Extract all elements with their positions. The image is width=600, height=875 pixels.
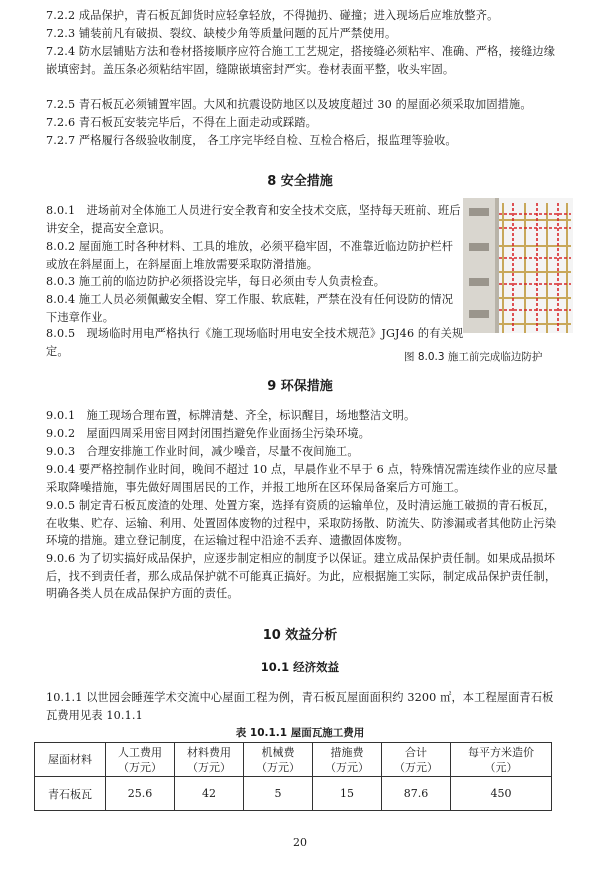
header-unit: （元） <box>484 760 518 774</box>
header-unit: （万元） <box>394 760 438 774</box>
header-line: 合计 <box>405 745 427 759</box>
header-line: 措施费 <box>330 745 364 759</box>
cell-materials-cost: 42 <box>175 777 244 811</box>
page-number: 20 <box>293 836 307 849</box>
clause-9-0-6: 9.0.6 为了切实搞好成品保护，应逐步制定相应的制度予以保证。建立成品保护责任制。如果成品损坏后，找不到责任者，那么成品保护就不可能真正搞好。为此，应根据施工实际，制定成品保护责任制，明确各类人员在成品保护方面的责任。 <box>46 552 557 600</box>
clause-7-2-4: 7.2.4 防水层铺贴方法和卷材搭接顺序应符合施工工艺规定，搭接缝必须粘牢、准确、严格，接缝边缘嵌填密封。盖压条必须粘结牢固，缝隙嵌填密封严实。卷材表面平整，收头牢固。 <box>46 45 556 76</box>
clause-7-2-3: 7.2.3 铺装前凡有破损、裂纹、缺棱少角等质量问题的瓦片严禁使用。 <box>46 27 397 40</box>
table-row <box>35 777 552 811</box>
header-machinery <box>244 743 313 777</box>
clause-9-0-1: 9.0.1 施工现场合理布置，标牌清楚、齐全，标识醒目，场地整洁文明。 <box>46 409 416 422</box>
header-measures <box>313 743 382 777</box>
clause-8-0-5: 8.0.5 现场临时用电严格执行《施工现场临时用电安全技术规范》JGJ46 的有关规定。 <box>46 327 464 358</box>
clause-8-0-1: 8.0.1 进场前对全体施工人员进行安全教育和安全技术交底，坚持每天班前、班后讲安全，提高安全意识。 <box>46 204 461 235</box>
clause-7-2-7: 7.2.7 严格履行各级验收制度， 各工序完毕经自检、互检合格后，报监理等验收。 <box>46 134 457 147</box>
header-line: 人工费用 <box>118 745 162 759</box>
cell-material: 青石板瓦 <box>35 777 106 811</box>
header-unit: （万元） <box>256 760 300 774</box>
header-line: 材料费用 <box>187 745 231 759</box>
clause-7-2-2: 7.2.2 成品保护，青石板瓦卸货时应轻拿轻放，不得抛扔、碰撞；进入现场后应堆放整齐。 <box>46 9 499 22</box>
section-10-title: 10 效益分析 <box>262 628 338 643</box>
clause-7-2-6: 7.2.6 青石板瓦安装完毕后，不得在上面走动或踩踏。 <box>46 116 318 129</box>
cost-table <box>34 742 552 811</box>
clause-9-0-2: 9.0.2 屋面四周采用密目网封闭围挡避免作业面扬尘污染环境。 <box>46 427 370 440</box>
header-unit-cost <box>451 743 552 777</box>
section-8-title: 8 安全措施 <box>267 174 333 189</box>
clause-9-0-3: 9.0.3 合理安排施工作业时间，减少噪音，尽量不夜间施工。 <box>46 445 359 458</box>
clause-7-2-5: 7.2.5 青石板瓦必须铺置牢固。大风和抗震设防地区以及坡度超过 30 的屋面必须采取加固措施。 <box>46 98 532 111</box>
header-line: 屋面材料 <box>48 753 92 766</box>
header-labor <box>106 743 175 777</box>
edge-protection-figure <box>463 198 573 333</box>
header-unit: （万元） <box>325 760 369 774</box>
figure-caption: 图 8.0.3 施工前完成临边防护 <box>404 351 543 363</box>
clause-9-0-5: 9.0.5 制定青石板瓦废渣的处理、处置方案，选择有资质的运输单位，及时清运施工破损的青石板瓦，在收集、贮存、运输、利用、处置固体废物的过程中，采取防扬散、防流失、防渗漏或者其他防止污染环境的措施。建立登记制度，在运输过程中沿途不丢弃、遗撒固体废物。 <box>46 499 557 547</box>
cell-unit-cost: 450 <box>451 777 552 811</box>
header-unit: （万元） <box>118 760 162 774</box>
table-caption: 表 10.1.1 屋面瓦施工费用 <box>235 727 365 739</box>
clause-8-0-3: 8.0.3 施工前的临边防护必须搭设完毕，每日必须由专人负责检查。 <box>46 275 386 288</box>
cell-machinery: 5 <box>244 777 313 811</box>
clause-8-0-2: 8.0.2 屋面施工时各种材料、工具的堆放，必须平稳牢固，不准靠近临边防护栏杆或放在斜屋面上，在斜屋面上堆放需要采取防滑措施。 <box>46 240 454 271</box>
header-line: 机械费 <box>261 745 295 759</box>
cell-total: 87.6 <box>382 777 451 811</box>
header-line: 每平方米造价 <box>468 745 534 759</box>
table-header-row <box>35 743 552 777</box>
section-10-1-subtitle: 10.1 经济效益 <box>260 660 340 674</box>
header-unit: （万元） <box>187 760 231 774</box>
cell-measures: 15 <box>313 777 382 811</box>
cell-labor: 25.6 <box>106 777 175 811</box>
clause-9-0-4: 9.0.4 要严格控制作业时间，晚间不超过 10 点，早晨作业不早于 6 点，特殊情况需连续作业的应尽量采取降噪措施，事先做好周围居民的工作，并报工地所在区环保局备案后方可施工。 <box>46 463 558 494</box>
clause-8-0-4: 8.0.4 施工人员必须佩戴安全帽、穿工作服、软底鞋，严禁在没有任何设防的情况下违章作业。 <box>46 293 454 324</box>
header-total <box>382 743 451 777</box>
header-material <box>35 743 106 777</box>
header-materials-cost <box>175 743 244 777</box>
clause-10-1-1: 10.1.1 以世园会睡莲学术交流中心屋面工程为例，青石板瓦屋面面积约 3200 ㎡，本工程屋面青石板瓦费用见表 10.1.1 <box>46 691 554 722</box>
section-9-title: 9 环保措施 <box>267 379 333 394</box>
